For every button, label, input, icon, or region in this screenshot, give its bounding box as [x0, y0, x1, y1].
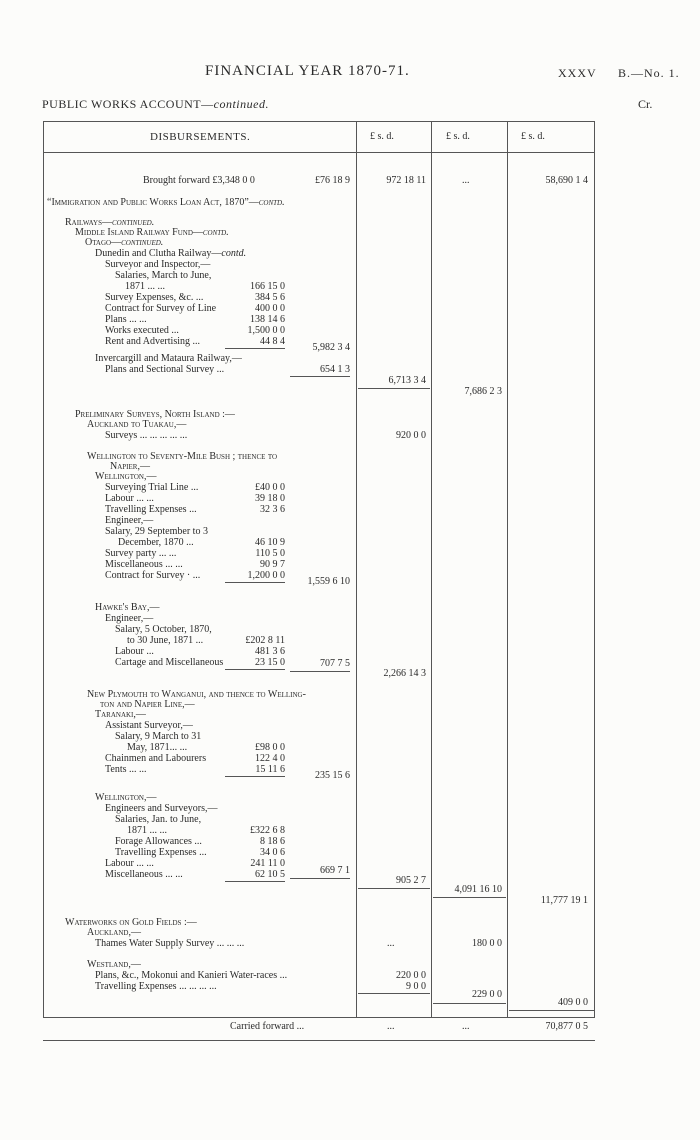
line-item: Forage Allowances ... [115, 836, 202, 847]
line-item: Contract for Survey of Line [105, 303, 217, 314]
column-header-2: £ s. d. [446, 131, 470, 142]
line-item: Tents ... ... [105, 764, 147, 775]
sub-heading: Auckland,— [87, 927, 141, 938]
footer-rule [43, 1040, 595, 1041]
line-item: Engineer,— [105, 515, 154, 526]
subtotal-rule [225, 582, 285, 583]
subtotal-value: 5,982 3 4 [312, 342, 350, 353]
brought-forward-col2: ... [462, 175, 470, 186]
disbursements-heading: DISBURSEMENTS. [150, 131, 251, 143]
subtotal-rule [225, 348, 285, 349]
subtotal-rule [225, 881, 285, 882]
subtotal-value: 235 15 6 [315, 770, 350, 781]
line-item: Salaries, March to June, [115, 270, 212, 281]
subtotal-rule [358, 993, 430, 994]
line-item: Plans ... ... [105, 314, 147, 325]
table-left-rule [43, 121, 44, 1018]
subtotal-rule [358, 388, 430, 389]
line-value: 39 18 0 [255, 493, 285, 504]
dunedin-heading: Dunedin and Clutha Railway—contd. [95, 248, 247, 259]
line-value: 138 14 6 [250, 314, 285, 325]
line-item: Survey party ... ... [105, 548, 177, 559]
line-item: Rent and Advertising ... [105, 336, 200, 347]
line-item: Labour ... ... [105, 858, 154, 869]
column-header-1: £ s. d. [370, 131, 394, 142]
line-item: Chainmen and Labourers [105, 753, 207, 764]
subtotal-value: 905 2 7 [396, 875, 426, 886]
sub-heading: Wellington to Seventy-Mile Bush ; thence to [87, 451, 278, 462]
line-value: 481 3 6 [255, 646, 285, 657]
sub-heading: Wellington,— [95, 792, 157, 803]
line-item: Plans and Sectional Survey ... [105, 364, 225, 375]
line-value: 122 4 0 [255, 753, 285, 764]
line-item: Surveying Trial Line ... [105, 482, 199, 493]
line-value: 90 9 7 [260, 559, 285, 570]
line-item: Invercargill and Mataura Railway,— [95, 353, 242, 364]
page-title: FINANCIAL YEAR 1870-71. [205, 63, 410, 79]
line-item: Miscellaneous ... ... [105, 869, 183, 880]
subtotal-value: 11,777 19 1 [540, 895, 588, 906]
subtotal-rule [225, 776, 285, 777]
subtotal-rule [433, 1003, 506, 1004]
account-title: PUBLIC WORKS ACCOUNT—continued. [42, 97, 269, 111]
line-value: 654 1 3 [320, 364, 350, 375]
line-item: Salary, 5 October, 1870, [115, 624, 212, 635]
line-value: 166 15 0 [250, 281, 285, 292]
line-value: 180 0 0 [472, 938, 502, 949]
line-item: Assistant Surveyor,— [105, 720, 193, 731]
line-value: 241 11 0 [250, 858, 285, 869]
subtotal-value: 1,559 6 10 [307, 576, 350, 587]
line-item: December, 1870 ... [118, 537, 194, 548]
line-item: Salaries, Jan. to June, [115, 814, 202, 825]
column-rule [356, 121, 357, 1018]
line-item: Engineers and Surveyors,— [105, 803, 218, 814]
line-item: Thames Water Supply Survey ... ... ... [95, 938, 245, 949]
line-item: Miscellaneous ... ... [105, 559, 183, 570]
otago-heading: Otago—continued. [85, 237, 164, 248]
subtotal-value: 707 7 5 [320, 658, 350, 669]
subtotal-rule [290, 878, 350, 879]
line-value: ... [387, 938, 395, 949]
brought-forward-inner: £76 18 9 [315, 175, 350, 186]
middle-island-heading: Middle Island Railway Fund—contd. [75, 227, 229, 238]
subtotal-value: 2,266 14 3 [383, 668, 426, 679]
line-value: 46 10 9 [255, 537, 285, 548]
line-item: to 30 June, 1871 ... [127, 635, 204, 646]
line-item: Surveyor and Inspector,— [105, 259, 211, 270]
subtotal-value: 229 0 0 [472, 989, 502, 1000]
railways-heading: Railways—continued. [65, 217, 155, 228]
line-item: Contract for Survey · ... [105, 570, 201, 581]
line-value: 9 0 0 [406, 981, 426, 992]
line-item: Surveys ... ... ... ... ... [105, 430, 188, 441]
line-item: Salary, 9 March to 31 [115, 731, 202, 742]
line-item: Salary, 29 September to 3 [105, 526, 208, 537]
subtotal-value: 4,091 16 10 [454, 884, 502, 895]
subtotal-rule [290, 376, 350, 377]
line-item: Travelling Expenses ... [115, 847, 207, 858]
subtotal-rule [509, 1010, 594, 1011]
column-header-3: £ s. d. [521, 131, 545, 142]
subtotal-rule [433, 897, 506, 898]
column-rule [507, 121, 508, 1018]
section-heading: “Immigration and Public Works Loan Act, 1870”—contd. [47, 197, 285, 208]
brought-forward-col1: 972 18 11 [386, 175, 426, 186]
brought-forward-col3: 58,690 1 4 [545, 175, 588, 186]
sub-heading: ton and Napier Line,— [100, 699, 195, 710]
sub-heading: New Plymouth to Wanganui, and thence to Welling- [87, 689, 306, 700]
table-right-rule [594, 121, 595, 1018]
sub-heading: Hawke's Bay,— [95, 602, 160, 613]
subtotal-value: 669 7 1 [320, 865, 350, 876]
line-value: 920 0 0 [396, 430, 426, 441]
brought-forward: Brought forward £3,348 0 0 [143, 175, 255, 186]
line-item: May, 1871... ... [127, 742, 188, 753]
waterworks-heading: Waterworks on Gold Fields :— [65, 917, 197, 928]
line-item: Works executed ... [105, 325, 179, 336]
line-item: Survey Expenses, &c. ... [105, 292, 204, 303]
line-value: £40 0 0 [255, 482, 285, 493]
line-item: 1871 ... ... [125, 281, 165, 292]
line-value: 1,500 0 0 [247, 325, 285, 336]
line-value: 62 10 5 [255, 869, 285, 880]
sub-heading: Taranaki,— [95, 709, 146, 720]
line-value: £202 8 11 [245, 635, 285, 646]
line-value: 110 5 0 [255, 548, 285, 559]
line-value: 220 0 0 [396, 970, 426, 981]
sub-heading: Westland,— [87, 959, 141, 970]
line-item: 1871 ... ... [127, 825, 167, 836]
carried-forward-col3: 70,877 0 5 [545, 1021, 588, 1032]
credit-side-label: Cr. [638, 97, 653, 111]
line-value: £322 6 8 [250, 825, 285, 836]
line-value: 8 18 6 [260, 836, 285, 847]
subtotal-value: 7,686 2 3 [464, 386, 502, 397]
subtotal-value: 409 0 0 [558, 997, 588, 1008]
subtotal-value: 6,713 3 4 [388, 375, 426, 386]
line-item: Labour ... ... [105, 493, 154, 504]
sub-heading: Wellington,— [95, 471, 157, 482]
subtotal-rule [358, 888, 430, 889]
table-header-rule [43, 152, 595, 153]
page-number: XXXV [558, 66, 597, 80]
subtotal-rule [290, 671, 350, 672]
line-item: Travelling Expenses ... [105, 504, 197, 515]
table-bottom-rule [43, 1017, 595, 1018]
sub-heading: Auckland to Tuakau,— [87, 419, 187, 430]
line-item: Labour ... [115, 646, 154, 657]
line-value: 44 8 4 [260, 336, 285, 347]
line-value: 1,200 0 0 [247, 570, 285, 581]
line-item: Travelling Expenses ... ... ... ... [95, 981, 217, 992]
document-reference: B.—No. 1. [618, 66, 680, 80]
line-value: 32 3 6 [260, 504, 285, 515]
prelim-heading: Preliminary Surveys, North Island :— [75, 409, 235, 420]
carried-forward-col1: ... [387, 1021, 395, 1032]
line-value: 384 5 6 [255, 292, 285, 303]
line-item: Cartage and Miscellaneous [115, 657, 224, 668]
column-rule [431, 121, 432, 1018]
table-top-rule [43, 121, 595, 122]
line-value: 15 11 6 [255, 764, 285, 775]
line-value: 34 0 6 [260, 847, 285, 858]
carried-forward-col2: ... [462, 1021, 470, 1032]
line-value: £98 0 0 [255, 742, 285, 753]
line-item: Plans, &c., Mokonui and Kanieri Water-races ... [95, 970, 288, 981]
line-item: Engineer,— [105, 613, 154, 624]
carried-forward: Carried forward ... [230, 1021, 305, 1032]
line-value: 23 15 0 [255, 657, 285, 668]
sub-heading: Napier,— [110, 461, 150, 472]
line-value: 400 0 0 [255, 303, 285, 314]
subtotal-rule [225, 669, 285, 670]
